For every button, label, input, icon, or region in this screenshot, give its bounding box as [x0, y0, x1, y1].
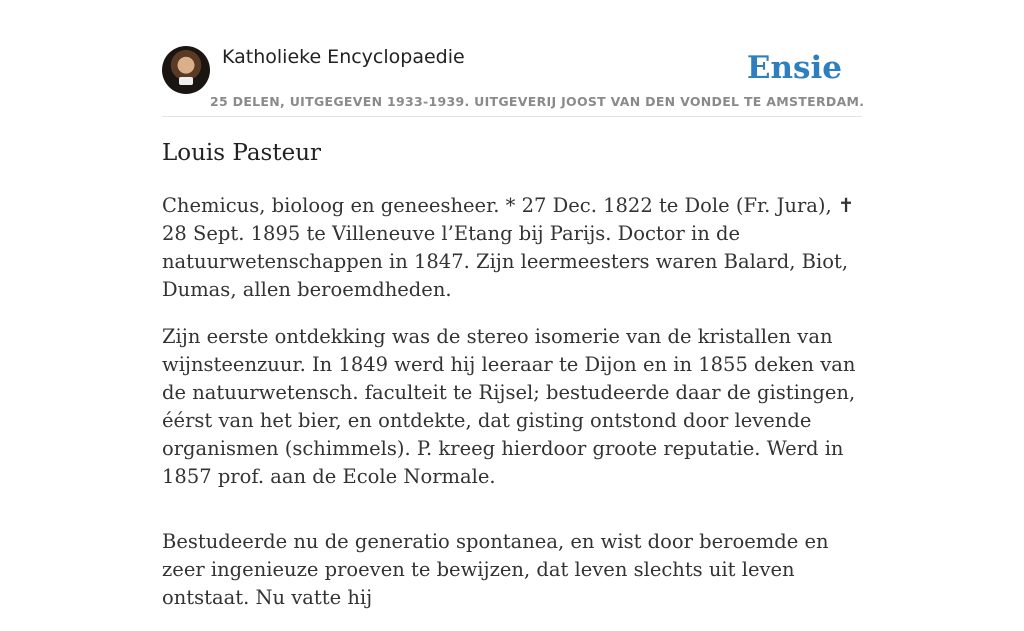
paragraph: Zijn eerste ontdekking was de stereo isomerie van de kristallen van wijnsteenzuur. In 1849 werd hij leeraar te Dijon en in 1855 deken van de natuurwetensch. faculteit te Rijsel; bestudeerde daar de gistingen, éérst van het bier, en ontdekte, dat gisting ontstond door levende organismen (schimmels). P. kreeg hierdoor groote reputatie. Werd in 1857 prof. aan de Ecole Normale. — [162, 325, 856, 488]
site-title[interactable]: Katholieke Encyclopaedie — [222, 46, 465, 68]
site-header — [162, 0, 865, 117]
paragraph: Chemicus, bioloog en geneesheer. * 27 Dec. 1822 te Dole (Fr. Jura), ✝ 28 Sept. 1895 te Villeneuve l’Etang bij Parijs. Doctor in de natuurwetenschappen in 1847. Zijn leermeesters waren Balard, Biot, Dumas, allen beroemdheden. — [162, 194, 855, 301]
paragraph: Bestudeerde nu de generatio spontanea, en wist door beroemde en zeer ingenieuze proeven te bewijzen, dat leven slechts uit leven ontstaat. Nu vatte hij — [162, 530, 829, 609]
site-subtitle: 25 DELEN, UITGEGEVEN 1933-1939. UITGEVERIJ JOOST VAN DEN VONDEL TE AMSTERDAM. — [210, 94, 865, 109]
avatar-collar — [179, 77, 193, 85]
portrait-avatar[interactable] — [162, 46, 210, 94]
ensie-logo[interactable]: Ensie — [746, 50, 842, 86]
article-title: Louis Pasteur — [162, 140, 322, 166]
article-body — [162, 192, 862, 631]
